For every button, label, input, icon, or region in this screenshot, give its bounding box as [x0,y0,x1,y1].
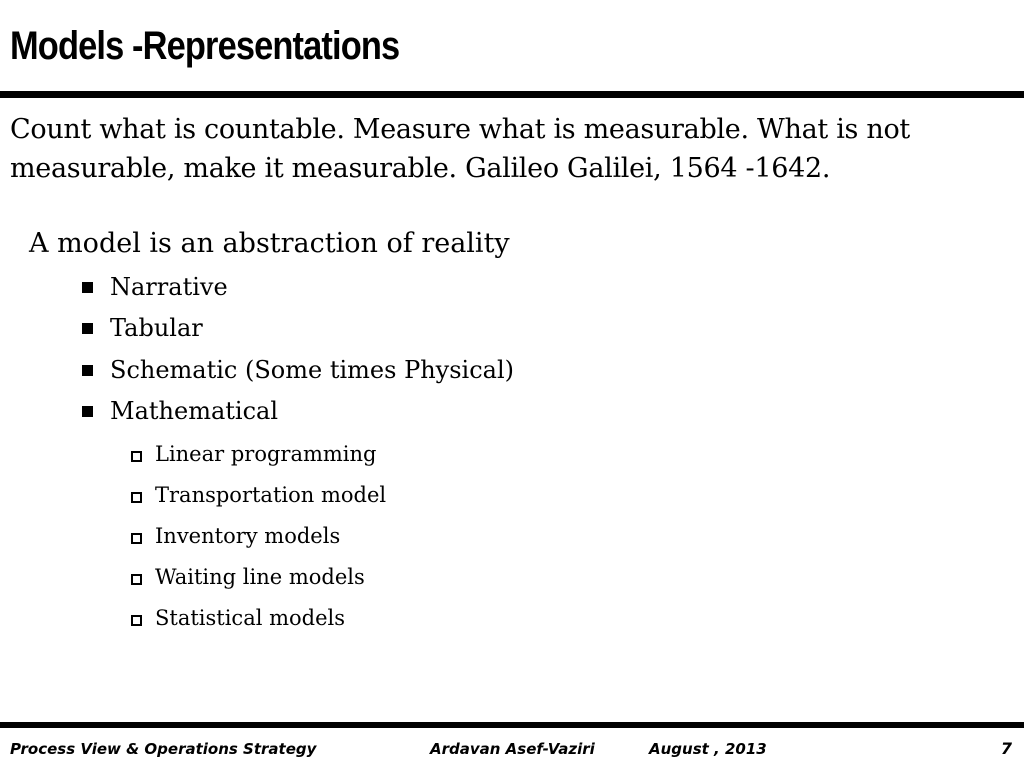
title-divider [0,91,1024,98]
list-item-label: Inventory models [155,524,341,548]
model-types-list [82,268,514,433]
list-item-label: Narrative [110,273,228,301]
list-item-label: Transportation model [155,483,387,507]
footer-author: Ardavan Asef-Vaziri [430,740,595,758]
list-item-waiting-line-models [131,559,386,600]
list-item-schematic [82,351,514,392]
list-item-linear-programming [131,436,386,477]
square-bullet-icon [82,365,93,376]
footer-divider [0,722,1024,728]
list-item-narrative [82,268,514,309]
square-bullet-icon [82,282,93,293]
footer-date: August , 2013 [649,740,767,758]
list-item-label: Mathematical [110,396,278,425]
hollow-square-bullet-icon [131,574,142,585]
galileo-quote: Count what is countable. Measure what is measurable. What is not measurable, make it measurable. Galileo Galilei, 1564 -1642. [10,114,910,184]
hollow-square-bullet-icon [131,533,142,544]
list-item-label: Schematic (Some times Physical) [110,355,515,384]
hollow-square-bullet-icon [131,492,142,503]
hollow-square-bullet-icon [131,451,142,462]
square-bullet-icon [82,406,93,417]
slide-title: Models -Representations [10,24,400,68]
hollow-square-bullet-icon [131,615,142,626]
page-number: 7 [1000,739,1012,758]
list-item-label: Statistical models [155,606,346,630]
main-point: A model is an abstraction of reality [29,228,510,259]
list-item-mathematical [82,392,514,433]
list-item-label: Tabular [110,314,203,343]
footer-course: Process View & Operations Strategy [10,740,317,758]
list-item-tabular [82,309,514,350]
list-item-transportation-model [131,477,386,518]
list-item-label: Linear programming [155,442,377,466]
mathematical-models-list [131,436,386,641]
list-item-inventory-models [131,518,386,559]
square-bullet-icon [82,323,93,334]
list-item-label: Waiting line models [155,565,365,589]
list-item-statistical-models [131,600,386,641]
